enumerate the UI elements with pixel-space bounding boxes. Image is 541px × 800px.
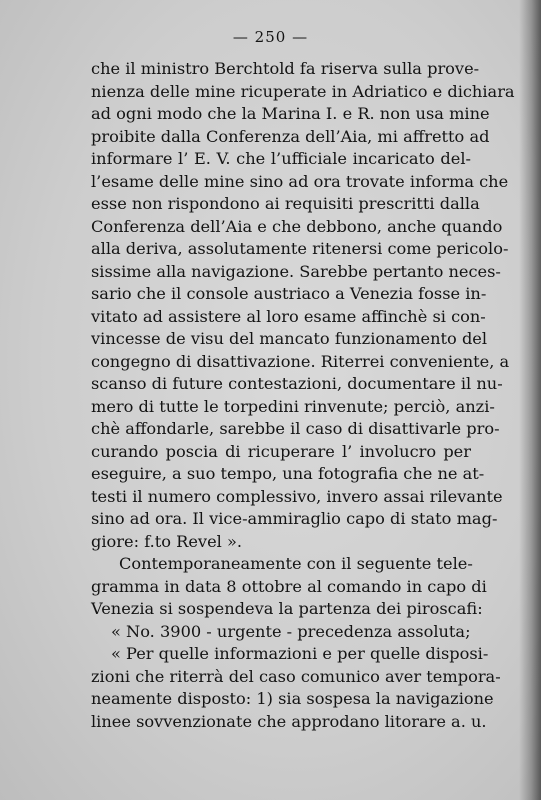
page-spine-shadow [519, 0, 541, 800]
text-line: l’esame delle mine sino ad ora trovate informa che [91, 171, 509, 191]
page-number: — 250 — [232, 28, 309, 46]
text-line: proibite dalla Conferenza dell’Aia, mi affretto ad [91, 126, 490, 146]
text-line: vitato ad assistere al loro esame affinchè si con- [91, 306, 486, 326]
text-line: congegno di disattivazione. Riterrei conveniente, a [91, 351, 510, 371]
text-line: sissime alla navigazione. Sarebbe pertanto neces- [91, 261, 501, 281]
text-line: Venezia si sospendeva la partenza dei piroscafi: [91, 599, 483, 618]
text-line: neamente disposto: 1) sia sospesa la navigazione [91, 689, 494, 708]
text-line: esse non rispondono ai requisiti prescritti dalla [91, 194, 480, 213]
text-line: scanso di future contestazioni, documentare il nu- [91, 374, 503, 393]
text-line: curando poscia di ricuperare l’ involucro per [91, 441, 471, 461]
text-line: « No. 3900 - urgente - precedenza assoluta; [111, 621, 471, 641]
text-line: sino ad ora. Il vice-ammiraglio capo di stato mag- [91, 509, 498, 528]
text-line: chè affondarle, sarebbe il caso di disattivarle pro- [91, 419, 500, 438]
text-line: linee sovvenzionate che approdano litorare a. u. [91, 711, 487, 731]
text-line: vincesse de visu del mancato funzionamento del [91, 329, 488, 348]
text-line: Conferenza dell’Aia e che debbono, anche quando [91, 216, 503, 236]
text-line: informare l’ E. V. che l’ufficiale incaricato del- [91, 149, 471, 168]
body-text [91, 58, 515, 733]
text-line: « Per quelle informazioni e per quelle disposi- [111, 644, 489, 663]
text-line: che il ministro Berchtold fa riserva sulla prove- [91, 59, 480, 78]
text-line: eseguire, a suo tempo, una fotografia che ne at- [91, 464, 485, 483]
text-line: mero di tutte le torpedini rinvenute; perciò, anzi- [91, 396, 495, 416]
text-line: sario che il console austriaco a Venezia fosse in- [91, 284, 487, 303]
text-line: ad ogni modo che la Marina I. e R. non usa mine [91, 104, 490, 123]
text-line: nienza delle mine ricuperate in Adriatico e dichiara [91, 81, 515, 101]
text-line: alla deriva, assolutamente ritenersi come pericolo- [91, 239, 509, 258]
text-line: Contemporaneamente con il seguente tele- [119, 554, 473, 573]
text-line: gramma in data 8 ottobre al comando in capo di [91, 576, 487, 596]
text-line: giore: f.to Revel ». [91, 531, 243, 551]
text-line: zioni che riterrà del caso comunico aver tempora- [91, 666, 501, 686]
text-line: testi il numero complessivo, invero assai rilevante [91, 486, 503, 506]
